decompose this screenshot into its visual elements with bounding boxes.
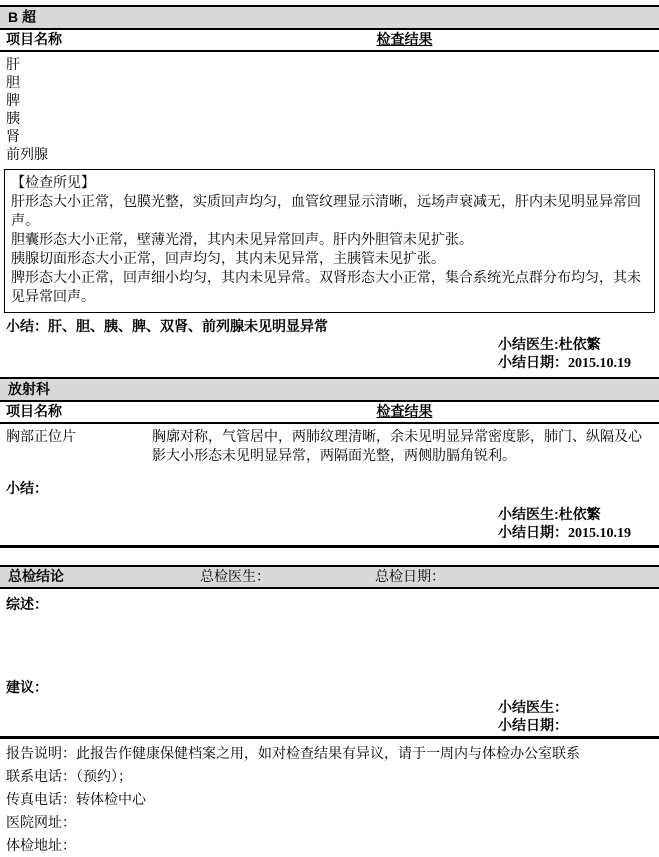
- chief-doctor-label: 总检医生：: [200, 568, 270, 584]
- footer-divider: [0, 736, 659, 739]
- report-footer: [0, 742, 659, 857]
- ultrasound-col-item-name: 项目名称: [6, 31, 62, 47]
- findings-title: 【检查所见】: [11, 174, 95, 190]
- radiology-item-name: 胸部正位片: [6, 428, 76, 444]
- ultrasound-summary: 小结：肝、胆、胰、脾、双肾、前列腺未见明显异常: [6, 318, 328, 334]
- doctor-label: 小结医生:: [498, 506, 559, 522]
- doctor-label: 小结医生:: [498, 336, 559, 352]
- chief-date-label: 总检日期：: [375, 568, 445, 584]
- radiology-col-item-name: 项目名称: [6, 403, 62, 419]
- list-item-liver: 肝: [6, 56, 20, 72]
- conclusion-section-header: [0, 565, 659, 589]
- list-item-spleen: 脾: [6, 92, 20, 108]
- footer-report-note: 报告说明：此报告作健康保健档案之用，如对检查结果有异议，请于一周内与体检办公室联系: [6, 745, 580, 761]
- overview-label: 综述：: [6, 596, 48, 612]
- list-item-prostate: 前列腺: [6, 146, 48, 162]
- ultrasound-date-line: [498, 353, 659, 373]
- list-item-kidney: 肾: [6, 128, 20, 144]
- radiology-col-result: [150, 404, 659, 419]
- date-value: 2015.10.19: [568, 356, 631, 371]
- radiology-col-result-label: 检查结果: [376, 403, 433, 419]
- finding-pancreas: 胰腺切面形态大小正常，回声均匀，其内未见异常，主胰管未见扩张。: [11, 250, 445, 266]
- list-item-gallbladder: 胆: [6, 74, 20, 90]
- finding-gallbladder: 胆囊形态大小正常，壁薄光滑，其内未见异常回声。肝内外胆管未见扩张。: [11, 231, 473, 247]
- ultrasound-section-title: B 超: [8, 9, 36, 25]
- footer-fax-phone: 传真电话：转体检中心: [6, 791, 146, 807]
- footer-checkup-address: 体检地址：: [6, 837, 76, 853]
- overview-empty-area: [0, 613, 659, 678]
- radiology-date-line: [498, 523, 659, 543]
- radiology-section-header: [0, 377, 659, 402]
- suggestion-label: 建议：: [6, 679, 48, 695]
- finding-liver: 肝形态大小正常，包膜光整，实质回声均匀，血管纹理显示清晰，远场声衰减无，肝内未见明显异常回声。: [11, 193, 641, 228]
- ultrasound-doctor-line: [498, 335, 659, 353]
- ultrasound-col-result: [150, 32, 659, 47]
- date-value: 2015.10.19: [568, 526, 631, 541]
- finding-spleen-kidney: 脾形态大小正常，回声细小均匀，其内未见异常。双肾形态大小正常，集合系统光点群分布均匀，其未见异常回声。: [11, 269, 641, 304]
- radiology-item-result: 胸廓对称，气管居中，两肺纹理清晰，余未见明显异常密度影，肺门、纵隔及心影大小形态未见明显异常，两隔面光整，两侧肋膈角锐利。: [152, 428, 642, 463]
- date-label: 小结日期：: [498, 524, 568, 540]
- ultrasound-findings-box: [4, 169, 655, 313]
- ultrasound-section-header: [0, 5, 659, 30]
- radiology-signature: [498, 505, 659, 543]
- conclusion-date-line: 小结日期：: [498, 717, 568, 733]
- list-item-pancreas: 胰: [6, 110, 20, 126]
- conclusion-signature: [498, 698, 659, 734]
- doctor-name: 杜依繁: [558, 506, 601, 522]
- ultrasound-col-result-label: 检查结果: [376, 31, 433, 47]
- radiology-summary-label: 小结：: [6, 480, 48, 496]
- radiology-doctor-line: [498, 505, 659, 523]
- section-divider: [0, 545, 659, 548]
- table-row: [0, 424, 659, 465]
- ultrasound-table-header: [0, 30, 659, 52]
- footer-contact-phone: 联系电话：（预约）；: [6, 768, 132, 784]
- radiology-section-title: 放射科: [8, 381, 50, 397]
- radiology-table-header: [0, 402, 659, 424]
- ultrasound-signature: [498, 335, 659, 373]
- doctor-name: 杜依繁: [558, 336, 601, 352]
- conclusion-doctor-line: 小结医生：: [498, 699, 568, 715]
- date-label: 小结日期：: [498, 354, 568, 370]
- conclusion-section-title: 总检结论: [8, 568, 64, 584]
- ultrasound-item-list: [0, 52, 659, 163]
- footer-hospital-website: 医院网址：: [6, 814, 76, 830]
